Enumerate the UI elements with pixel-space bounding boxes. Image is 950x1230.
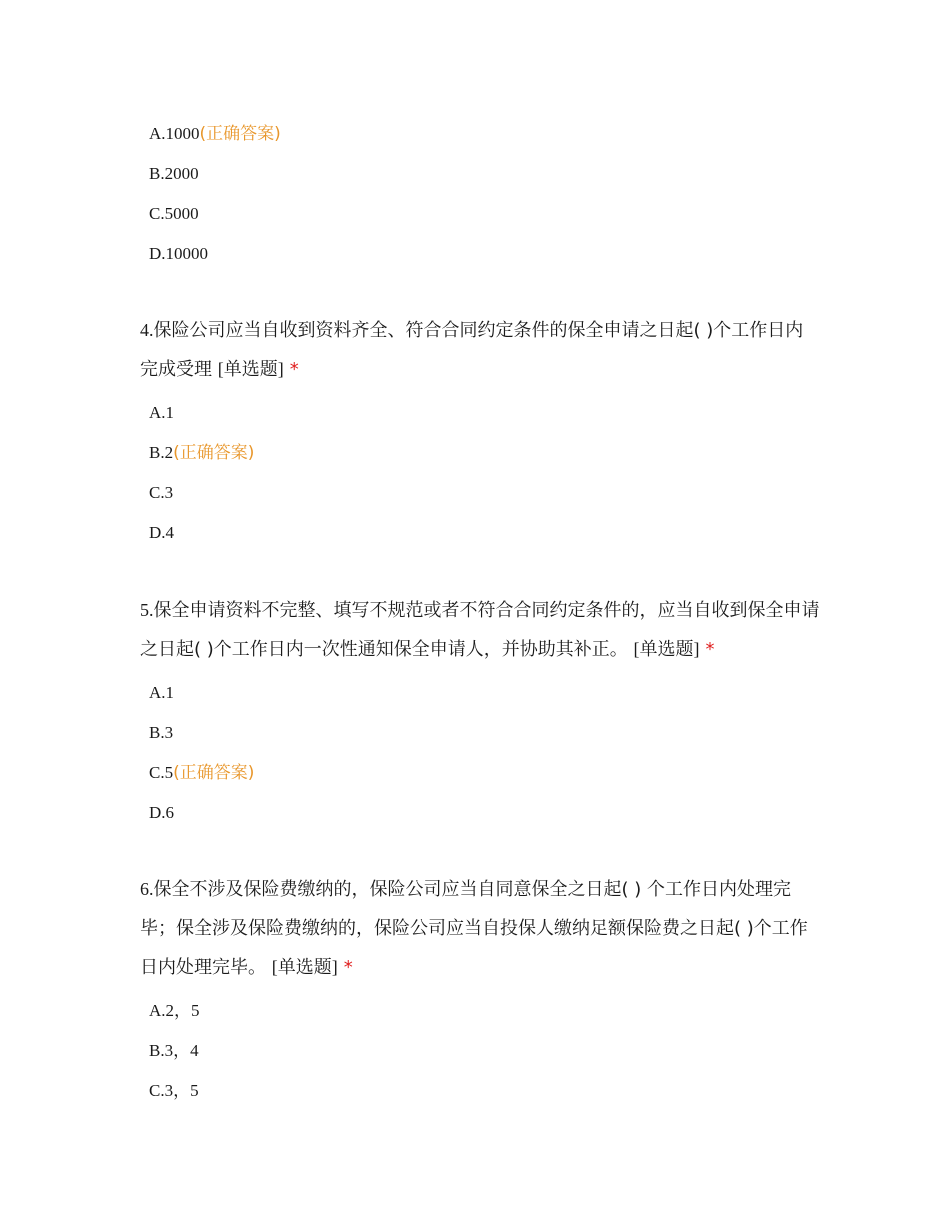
q4-option-d: D.4 [149,523,175,542]
q4-option-a: A.1 [149,403,175,422]
question-text: 保全不涉及保险费缴纳的，保险公司应当自同意保全之日起( ) 个工作日内处理完毕；保全涉及保险费缴纳的，保险公司应当自投保人缴纳足额保险费之日起( )个工作日内处理完毕。 [140,879,808,978]
required-star: * [705,639,715,660]
question-number: 4. [140,320,154,340]
q3-option-d: D.10000 [149,244,209,263]
correct-answer-label: (正确答案) [199,124,281,144]
q3-option-c: C.5000 [149,204,199,223]
q6-option-a: A.2，5 [149,1001,200,1020]
q5-option-c: C.5(正确答案) [149,763,255,783]
correct-answer-label: (正确答案) [173,763,255,783]
question-5 [140,591,820,669]
q4-option-b: B.2(正确答案) [149,443,255,463]
q3-option-b: B.2000 [149,164,199,183]
question-text: 保险公司应当自收到资料齐全、符合合同约定条件的保全申请之日起( )个工作日内完成受理 [140,320,804,380]
q6-option-c: C.3，5 [149,1081,199,1100]
question-text: 保全申请资料不完整、填写不规范或者不符合合同约定条件的，应当自收到保全申请之日起( )个工作日内一次性通知保全申请人，并协助其补正。 [140,600,820,660]
q6-option-b: B.3，4 [149,1041,199,1060]
q3-option-a: A.1000(正确答案) [149,124,281,144]
question-type-tag: [单选题] [633,639,700,659]
correct-answer-label: (正确答案) [173,443,255,463]
question-type-tag: [单选题] [217,359,284,379]
question-6 [140,870,820,987]
question-number: 5. [140,600,154,620]
q4-option-c: C.3 [149,483,174,502]
question-4 [140,311,820,389]
question-number: 6. [140,879,154,899]
required-star: * [289,359,299,380]
q5-option-b: B.3 [149,723,174,742]
required-star: * [343,957,353,978]
q5-option-d: D.6 [149,803,175,822]
q5-option-a: A.1 [149,683,175,702]
question-type-tag: [单选题] [271,957,338,977]
